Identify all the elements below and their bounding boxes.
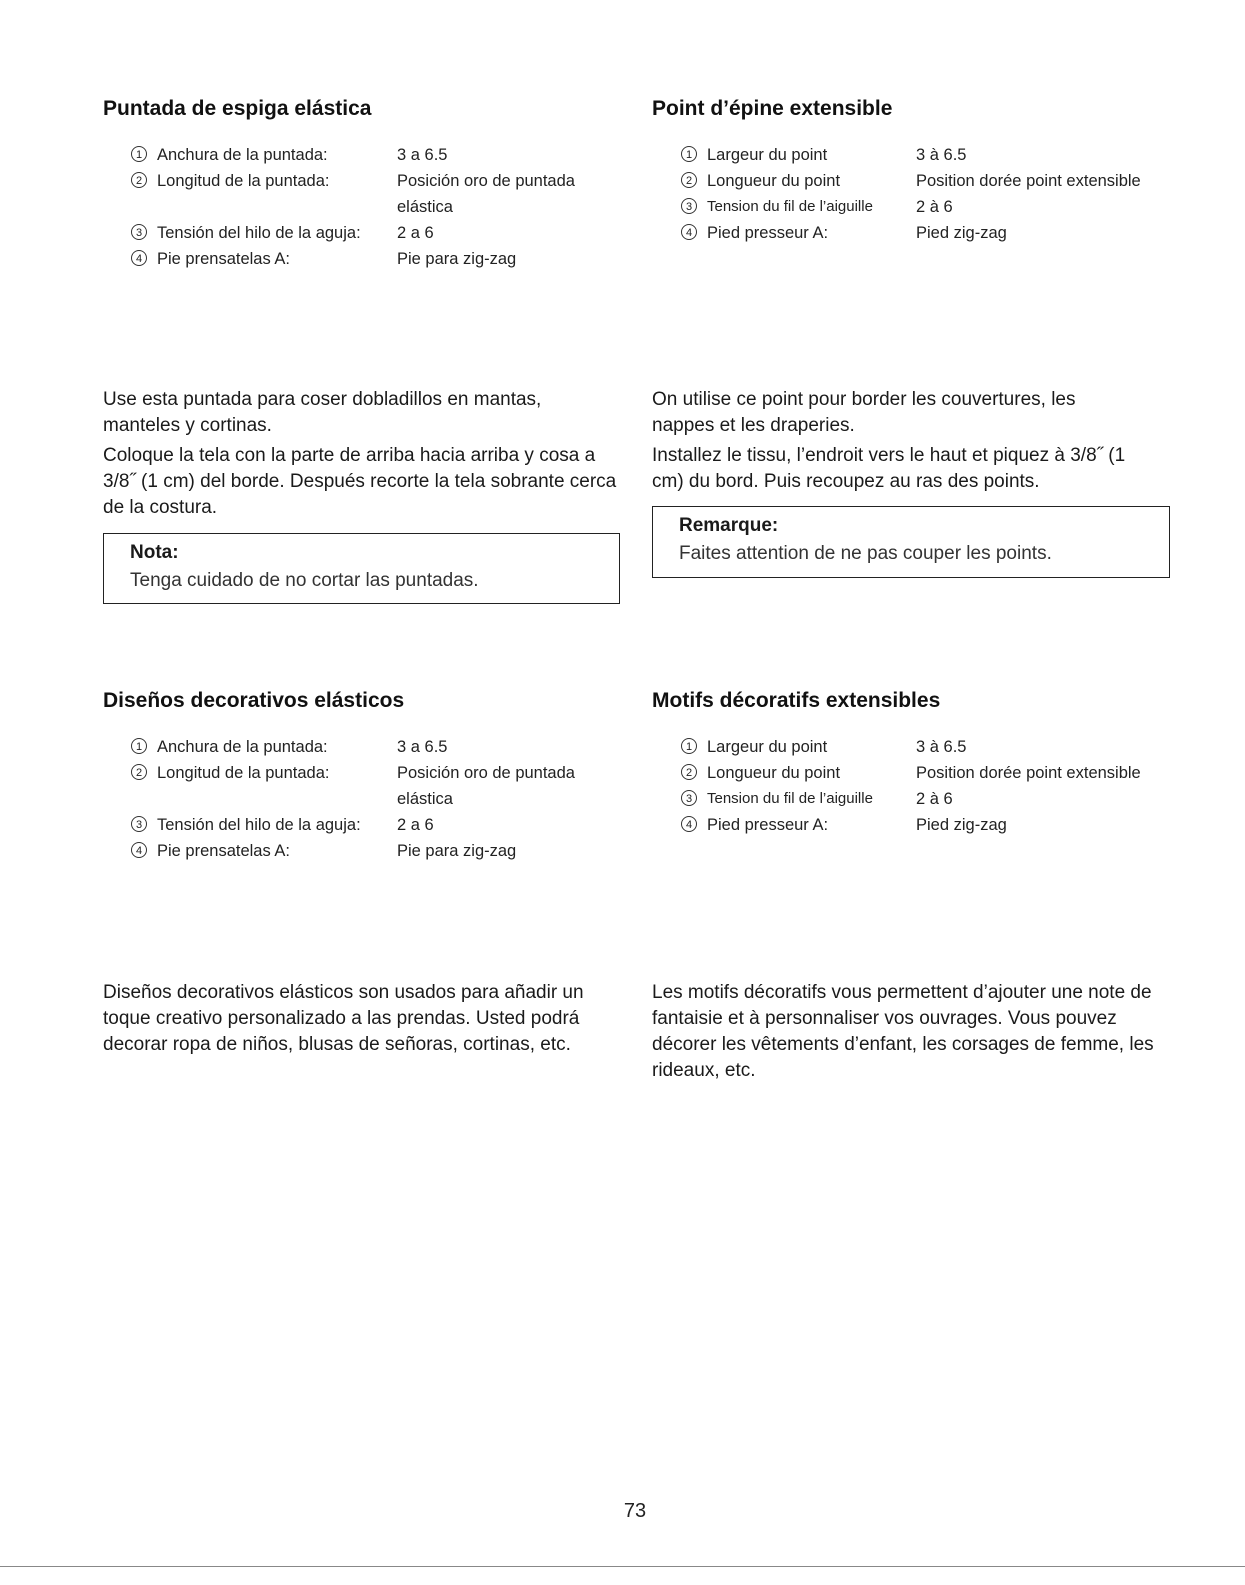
circled-number-2: 2 <box>131 764 147 780</box>
spec-value: Pied zig-zag <box>916 816 1007 834</box>
spec-value: 2 à 6 <box>916 790 953 808</box>
circled-number-1: 1 <box>681 738 697 754</box>
spec-label: Pied presseur A: <box>707 816 829 834</box>
body-text-stretch-es <box>103 387 618 525</box>
spec-label: Longueur du point <box>707 172 841 190</box>
spec-value-continued: elástica <box>397 198 453 216</box>
spec-list-deco-es <box>131 734 631 869</box>
spec-value: Position dorée point extensible <box>916 764 1141 782</box>
circled-number-4: 4 <box>681 816 697 832</box>
paragraph: On utilise ce point pour border les couvertures, les nappes et les draperies. <box>652 389 1076 436</box>
spec-label: Pie prensatelas A: <box>157 250 290 268</box>
paragraph: Coloque la tela con la parte de arriba hacia arriba y cosa a 3/8˝ (1 cm) del borde. Después recorte la tela sobrante cerca de la costura. <box>103 445 617 518</box>
spec-value: Posición oro de puntada <box>397 172 575 190</box>
note-title: Remarque: <box>679 515 779 536</box>
circled-number-4: 4 <box>681 224 697 240</box>
spec-label: Tension du fil de l’aiguille <box>707 790 873 807</box>
note-text: Faites attention de ne pas couper les points. <box>679 543 1052 564</box>
spec-value: Pie para zig-zag <box>397 250 517 268</box>
circled-number-2: 2 <box>131 172 147 188</box>
spec-value: 3 a 6.5 <box>397 146 448 164</box>
circled-number-3: 3 <box>681 790 697 806</box>
spec-value: 3 a 6.5 <box>397 738 448 756</box>
note-box-fr <box>652 506 1170 578</box>
spec-label: Tensión del hilo de la aguja: <box>157 224 361 242</box>
spec-label: Anchura de la puntada: <box>157 146 328 164</box>
circled-number-4: 4 <box>131 842 147 858</box>
spec-list-deco-fr <box>681 734 1181 844</box>
paragraph: Use esta puntada para coser dobladillos en mantas, manteles y cortinas. <box>103 389 542 436</box>
body-text-deco-es <box>103 980 623 1062</box>
spec-value: 2 à 6 <box>916 198 953 216</box>
circled-number-3: 3 <box>131 816 147 832</box>
spec-value: 2 a 6 <box>397 224 434 242</box>
spec-value: Posición oro de puntada <box>397 764 575 782</box>
circled-number-3: 3 <box>131 224 147 240</box>
bottom-rule <box>0 1566 1245 1567</box>
paragraph: Les motifs décoratifs vous permettent d’ajouter une note de fantaisie et à personnaliser vos ouvrages. Vous pouvez décorer les vêtements d’enfant, les corsages de femme, les rideaux, etc. <box>652 982 1154 1081</box>
spec-value: Pied zig-zag <box>916 224 1007 242</box>
paragraph: Installez le tissu, l’endroit vers le haut et piquez à 3/8˝ (1 cm) du bord. Puis recoupez au ras des points. <box>652 445 1126 492</box>
circled-number-2: 2 <box>681 172 697 188</box>
circled-number-4: 4 <box>131 250 147 266</box>
spec-value: Pie para zig-zag <box>397 842 517 860</box>
circled-number-2: 2 <box>681 764 697 780</box>
body-text-stretch-fr <box>652 387 1142 499</box>
page-number: 73 <box>623 1500 647 1522</box>
spec-list-stretch-fr <box>681 142 1181 252</box>
spec-list-stretch-es <box>131 142 631 277</box>
spec-value: 3 à 6.5 <box>916 738 967 756</box>
section-title-stretch-es: Puntada de espiga elástica <box>103 97 372 120</box>
paragraph: Diseños decorativos elásticos son usados para añadir un toque creativo personalizado a las prendas. Usted podrá decorar ropa de niños, blusas de señoras, cortinas, etc. <box>103 982 584 1055</box>
spec-label: Longitud de la puntada: <box>157 172 330 190</box>
spec-label: Largeur du point <box>707 146 828 164</box>
spec-label: Largeur du point <box>707 738 828 756</box>
spec-label: Longitud de la puntada: <box>157 764 330 782</box>
circled-number-1: 1 <box>681 146 697 162</box>
section-title-deco-fr: Motifs décoratifs extensibles <box>652 689 941 712</box>
spec-label: Tensión del hilo de la aguja: <box>157 816 361 834</box>
spec-label: Pie prensatelas A: <box>157 842 290 860</box>
note-text: Tenga cuidado de no cortar las puntadas. <box>130 570 479 591</box>
spec-value: 2 a 6 <box>397 816 434 834</box>
circled-number-3: 3 <box>681 198 697 214</box>
spec-value: 3 à 6.5 <box>916 146 967 164</box>
section-title-stretch-fr: Point d’épine extensible <box>652 97 893 120</box>
spec-value-continued: elástica <box>397 790 453 808</box>
spec-label: Tension du fil de l’aiguille <box>707 198 873 215</box>
note-title: Nota: <box>130 542 179 563</box>
circled-number-1: 1 <box>131 146 147 162</box>
spec-label: Longueur du point <box>707 764 841 782</box>
spec-value: Position dorée point extensible <box>916 172 1141 190</box>
section-title-deco-es: Diseños decorativos elásticos <box>103 689 405 712</box>
note-box-es <box>103 533 620 604</box>
body-text-deco-fr <box>652 980 1172 1088</box>
spec-label: Anchura de la puntada: <box>157 738 328 756</box>
circled-number-1: 1 <box>131 738 147 754</box>
spec-label: Pied presseur A: <box>707 224 829 242</box>
